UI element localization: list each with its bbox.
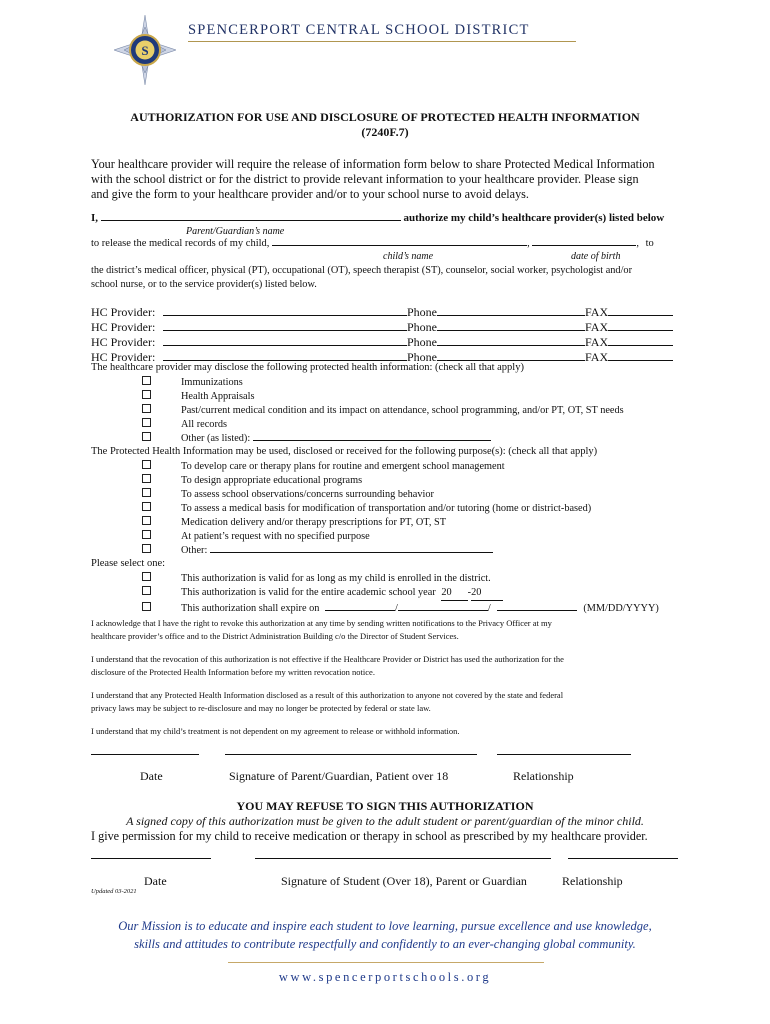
release-line: to release the medical records of my child, , , to bbox=[91, 238, 654, 249]
expire-year-field[interactable] bbox=[497, 610, 577, 611]
date-label: Date bbox=[140, 769, 163, 783]
recipient-description: the district’s medical officer, physical (PT), occupational (OT), speech therapist (ST), counselor, social worker, psychologist and/or school nurse, or to the service provider(s) listed below. bbox=[91, 265, 633, 290]
checkbox[interactable] bbox=[142, 572, 151, 581]
website-link[interactable]: www.spencerportschools.org bbox=[278, 970, 492, 984]
parent-relationship-field[interactable] bbox=[497, 754, 631, 755]
mission-statement-line2: skills and attitudes to contribute respectfully and confidently to an ever-changing global community. bbox=[134, 937, 636, 951]
provider-fax-field[interactable] bbox=[608, 315, 673, 316]
select-one-heading: Please select one: bbox=[91, 558, 166, 569]
school-year-end-field[interactable]: 20 bbox=[471, 586, 503, 601]
district-seal-logo bbox=[114, 15, 176, 85]
acknowledgement-treatment: I understand that my child’s treatment is not dependent on my agreement to release or withhold information. bbox=[91, 726, 460, 736]
mission-statement-line1: Our Mission is to educate and inspire each student to love learning, pursue excellence and use knowledge, bbox=[118, 919, 652, 933]
date-of-birth-field[interactable] bbox=[532, 245, 636, 246]
disclose-options: Immunizations Health Appraisals Past/current medical condition and its impact on attendance, school programming, and/or PT, OT, ST needs All records Other (as listed): bbox=[142, 376, 624, 446]
dob-caption: date of birth bbox=[571, 251, 621, 262]
provider-name-field[interactable] bbox=[163, 345, 407, 346]
provider-row: HC Provider: Phone FAX bbox=[91, 320, 673, 335]
other-info-field[interactable] bbox=[253, 440, 491, 441]
form-title: AUTHORIZATION FOR USE AND DISCLOSURE OF PROTECTED HEALTH INFORMATION bbox=[130, 110, 640, 124]
provider-name-field[interactable] bbox=[163, 330, 407, 331]
authorization-line: I, authorize my child’s healthcare provider(s) listed below bbox=[91, 212, 665, 224]
validity-options: This authorization is valid for as long as my child is enrolled in the district. This authorization is valid for the entire academic school year 20 -20 This authorization shall expire on / / (MM/DD/YYYY) bbox=[142, 572, 659, 616]
updated-date: Updated 03-2021 bbox=[91, 888, 137, 895]
checkbox[interactable] bbox=[142, 516, 151, 525]
relationship-label: Relationship bbox=[513, 769, 574, 783]
checkbox[interactable] bbox=[142, 544, 151, 553]
provider-phone-field[interactable] bbox=[437, 315, 585, 316]
provider-phone-field[interactable] bbox=[437, 345, 585, 346]
acknowledgement-revoke: I acknowledge that I have the right to revoke this authorization at any time by sending written notifications to the Privacy Officer at my healthcare provider’s office and to the District Administration Building c/o the Director of Student Services. bbox=[91, 618, 552, 641]
provider-row: HC Provider: Phone FAX bbox=[91, 350, 673, 365]
checkbox[interactable] bbox=[142, 432, 151, 441]
expire-month-field[interactable] bbox=[325, 610, 395, 611]
parent-name-field[interactable] bbox=[101, 220, 401, 221]
provider-name-field[interactable] bbox=[163, 315, 407, 316]
permission-statement: I give permission for my child to receive medication or therapy in school as prescribed by my healthcare provider. bbox=[91, 829, 648, 843]
purpose-heading: The Protected Health Information may be used, disclosed or received for the following purpose(s): (check all that apply) bbox=[91, 446, 598, 457]
acknowledgement-revocation-effect: I understand that the revocation of this authorization is not effective if the Healthcare Provider or District has used the authorization for the disclosure of the Protected Health Information before my written revocation notice. bbox=[91, 654, 564, 677]
checkbox[interactable] bbox=[142, 390, 151, 399]
district-name: SPENCERPORT CENTRAL SCHOOL DISTRICT bbox=[188, 22, 530, 38]
student-signature-field[interactable] bbox=[255, 858, 551, 859]
other-purpose-field[interactable] bbox=[210, 552, 493, 553]
provider-list bbox=[91, 305, 673, 365]
parent-signature-label: Signature of Parent/Guardian, Patient over 18 bbox=[229, 769, 449, 783]
checkbox[interactable] bbox=[142, 586, 151, 595]
checkbox[interactable] bbox=[142, 488, 151, 497]
acknowledgement-redisclosure: I understand that any Protected Health Information disclosed as a result of this authorization to anyone not covered by the state and federal privacy laws may be subject to re-disclosure and may no longer be protected by federal or state law. bbox=[91, 690, 564, 713]
provider-fax-field[interactable] bbox=[608, 330, 673, 331]
purpose-options: To develop care or therapy plans for routine and emergent school management To design appropriate educational programs To assess school observations/concerns surrounding behavior To assess a medical basis for modification of transportation and/or tutoring (home or district-based) Medication delivery and/or therapy prescriptions for PT, OT, ST At patient’s request with no specified purpose Other: bbox=[142, 460, 591, 558]
checkbox[interactable] bbox=[142, 404, 151, 413]
refuse-heading: YOU MAY REFUSE TO SIGN THIS AUTHORIZATION bbox=[236, 799, 534, 813]
student-date-field[interactable] bbox=[91, 858, 211, 859]
provider-phone-field[interactable] bbox=[437, 330, 585, 331]
provider-fax-field[interactable] bbox=[608, 360, 673, 361]
checkbox[interactable] bbox=[142, 376, 151, 385]
date-label: Date bbox=[144, 874, 167, 888]
svg-text:S: S bbox=[141, 43, 149, 58]
expire-day-field[interactable] bbox=[398, 610, 488, 611]
checkbox[interactable] bbox=[142, 602, 151, 611]
checkbox[interactable] bbox=[142, 474, 151, 483]
checkbox[interactable] bbox=[142, 502, 151, 511]
footer-divider bbox=[228, 962, 544, 963]
student-relationship-field[interactable] bbox=[568, 858, 678, 859]
header-divider bbox=[188, 41, 576, 42]
date-format-hint: (MM/DD/YYYY) bbox=[583, 603, 659, 614]
provider-row: HC Provider: Phone FAX bbox=[91, 335, 673, 350]
provider-name-field[interactable] bbox=[163, 360, 407, 361]
provider-row: HC Provider: Phone FAX bbox=[91, 305, 673, 320]
child-name-caption: child’s name bbox=[383, 251, 434, 262]
form-number: (7240F.7) bbox=[361, 125, 409, 139]
provider-phone-field[interactable] bbox=[437, 360, 585, 361]
student-signature-label: Signature of Student (Over 18), Parent or Guardian bbox=[281, 874, 527, 888]
intro-paragraph: Your healthcare provider will require the release of information form below to share Protected Medical Information with the school district or for the district to provide relevant information to your healthcare provider. Please sign and give the form to your healthcare provider and/or to your school nurse to avoid delays. bbox=[91, 157, 655, 201]
child-name-field[interactable] bbox=[272, 245, 527, 246]
parent-signature-field[interactable] bbox=[225, 754, 477, 755]
checkbox[interactable] bbox=[142, 460, 151, 469]
signed-copy-note: A signed copy of this authorization must be given to the adult student or parent/guardian of the minor child. bbox=[126, 814, 644, 828]
checkbox[interactable] bbox=[142, 530, 151, 539]
provider-fax-field[interactable] bbox=[608, 345, 673, 346]
parent-date-field[interactable] bbox=[91, 754, 199, 755]
parent-name-caption: Parent/Guardian’s name bbox=[186, 226, 285, 237]
relationship-label: Relationship bbox=[562, 874, 623, 888]
school-year-start-field[interactable]: 20 bbox=[441, 586, 467, 601]
checkbox[interactable] bbox=[142, 418, 151, 427]
disclose-heading: The healthcare provider may disclose the following protected health information: (check all that apply) bbox=[91, 362, 524, 373]
